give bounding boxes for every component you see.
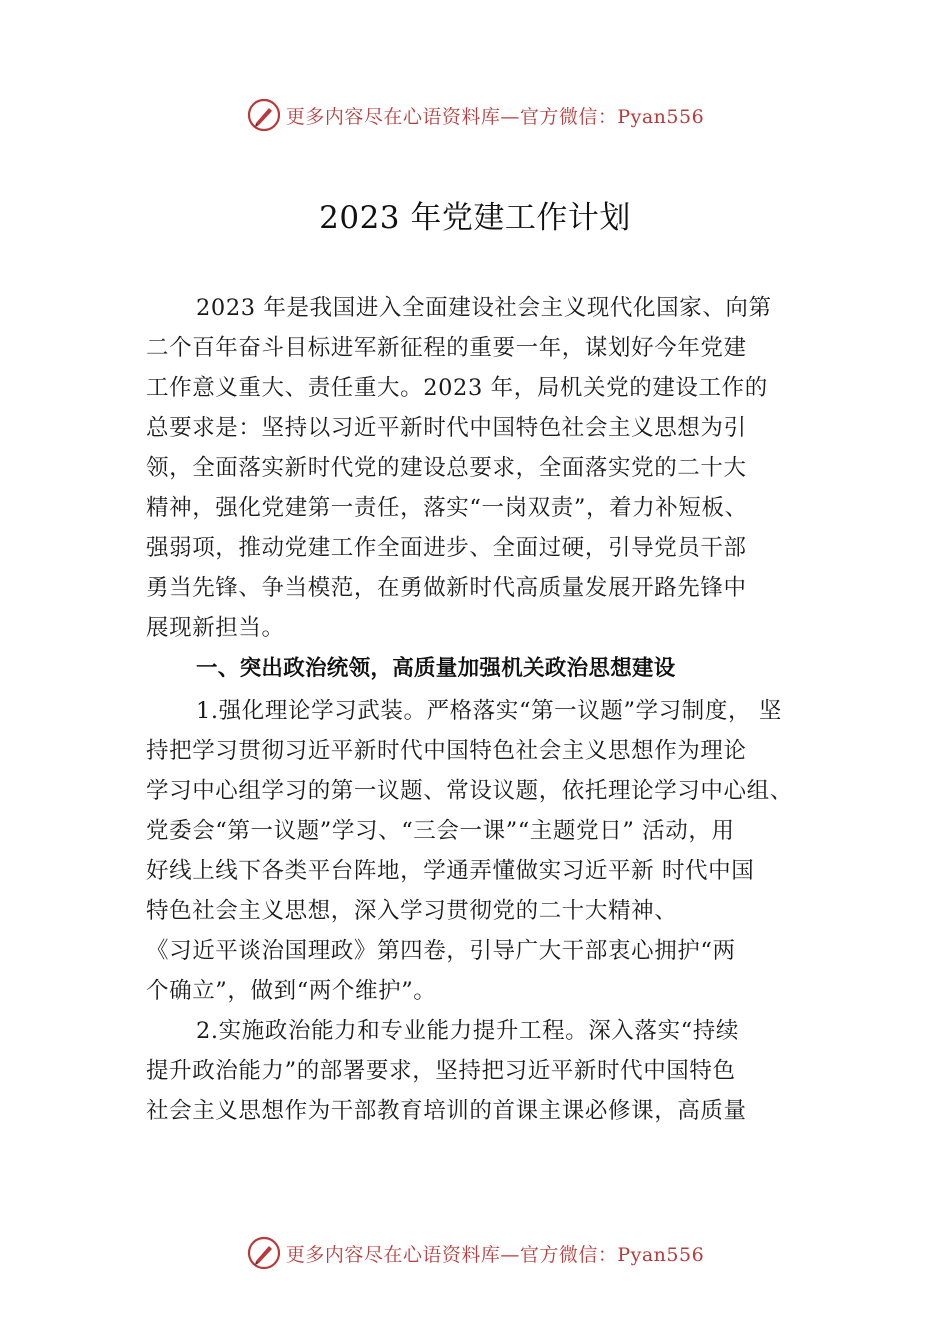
body-line: 个确立”，做到“两个维护”。: [146, 978, 437, 1004]
body-line: 持把学习贯彻习近平新时代中国特色社会主义思想作为理论: [146, 738, 747, 764]
body-line: 2023 年是我国进入全面建设社会主义现代化国家、向第: [196, 295, 772, 321]
body-line: 二个百年奋斗目标进军新征程的重要一年，谋划好今年党建: [146, 335, 747, 361]
watermark-text: 更多内容尽在心语资料库—官方微信：Pyan556: [285, 105, 705, 128]
body-line: 强弱项，推动党建工作全面进步、全面过硬，引导党员干部: [146, 535, 747, 561]
body-line: 提升政治能力”的部署要求，坚持把习近平新时代中国特色: [146, 1058, 736, 1084]
body-line: 工作意义重大、责任重大。2023 年，局机关党的建设工作的: [146, 375, 768, 401]
body-line: 总要求是：坚持以习近平新时代中国特色社会主义思想为引: [146, 415, 747, 441]
header-watermark: [0, 95, 950, 135]
body-line: 2.实施政治能力和专业能力提升工程。深入落实“持续: [196, 1018, 739, 1044]
body-line: 精神，强化党建第一责任，落实“一岗双责”，着力补短板、: [146, 495, 748, 521]
pen-logo-icon: [246, 97, 282, 133]
document-title: 2023 年党建工作计划: [319, 200, 631, 236]
body-line: 《习近平谈治国理政》第四卷，引导广大干部衷心拥护“两: [146, 938, 736, 964]
section-heading: 一、突出政治统领，高质量加强机关政治思想建设: [196, 656, 676, 681]
body-line: 1.强化理论学习武装。严格落实“第一议题”学习制度， 坚: [196, 698, 782, 724]
pen-logo-icon: [246, 1235, 282, 1271]
body-line: 好线上线下各类平台阵地，学通弄懂做实习近平新 时代中国: [146, 858, 755, 884]
footer-watermark: [0, 1233, 950, 1273]
body-line: 学习中心组学习的第一议题、常设议题，依托理论学习中心组、: [146, 778, 793, 804]
body-line: 展现新担当。: [146, 615, 285, 641]
body-line: 领，全面落实新时代党的建设总要求，全面落实党的二十大: [146, 455, 747, 481]
body-line: 勇当先锋、争当模范，在勇做新时代高质量发展开路先锋中: [146, 575, 747, 601]
watermark-text: 更多内容尽在心语资料库—官方微信：Pyan556: [285, 1243, 705, 1266]
body-line: 特色社会主义思想，深入学习贯彻党的二十大精神、: [146, 898, 678, 924]
body-line: 党委会“第一议题”学习、“三会一课”“主题党日” 活动，用: [146, 818, 735, 844]
body-line: 社会主义思想作为干部教育培训的首课主课必修课，高质量: [146, 1098, 747, 1124]
